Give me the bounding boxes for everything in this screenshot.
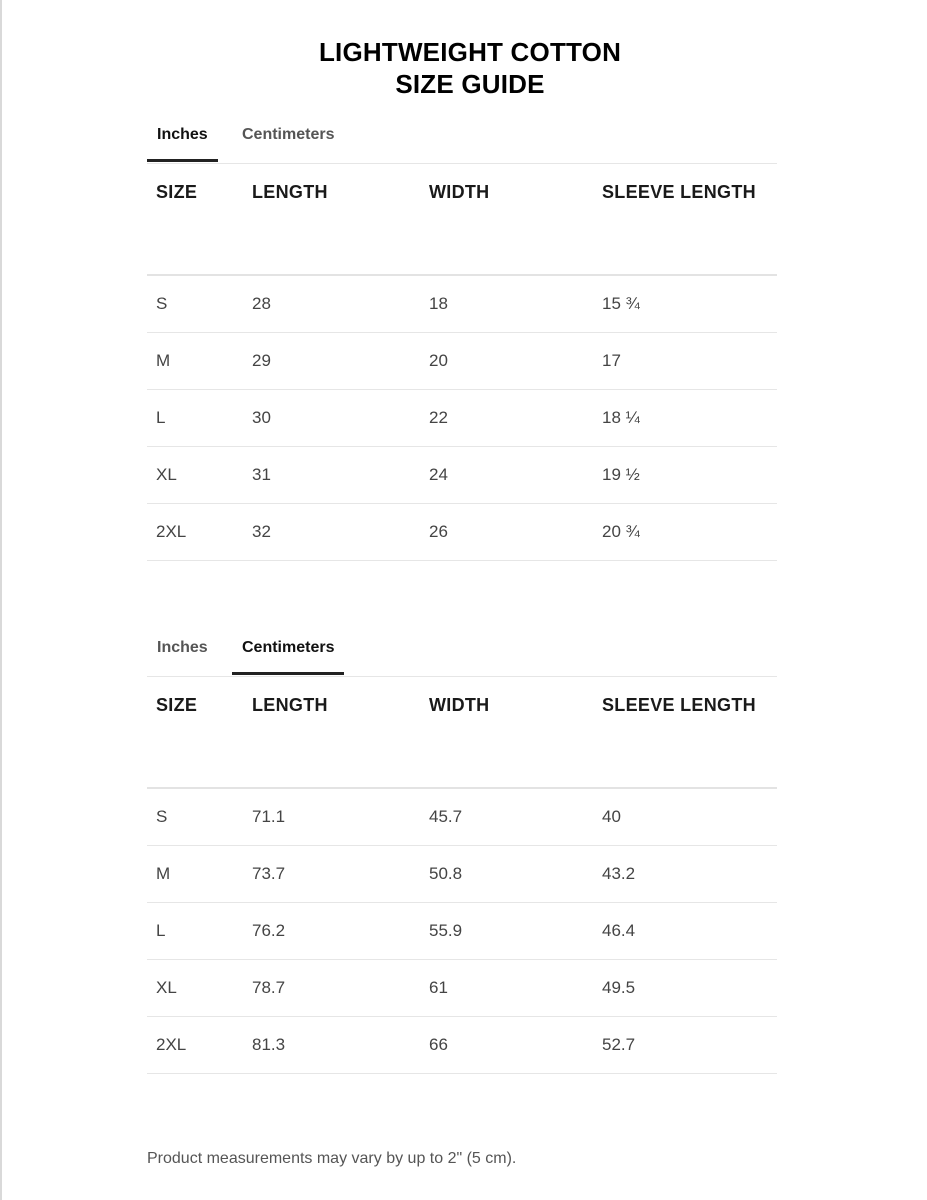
table-row <box>147 504 777 561</box>
cell-width: 26 <box>429 522 448 541</box>
cell-length: 76.2 <box>252 921 286 940</box>
cell-sleeve-length: 52.7 <box>602 1035 636 1054</box>
cell-length: 81.3 <box>252 1035 286 1054</box>
cell-length: 30 <box>252 408 271 427</box>
tab-centimeters[interactable]: Centimeters <box>232 639 344 675</box>
table-header-row <box>147 164 777 276</box>
cell-sleeve-length: 15 ¾ <box>602 294 640 313</box>
cell-length: 73.7 <box>252 864 286 883</box>
cell-size: M <box>156 864 171 883</box>
cell-sleeve-length: 17 <box>602 351 621 370</box>
tab-centimeters[interactable]: Centimeters <box>242 126 335 143</box>
table-row <box>147 903 777 960</box>
tab-inches[interactable]: Inches <box>147 126 218 162</box>
cell-length: 31 <box>252 465 271 484</box>
cell-width: 45.7 <box>429 807 463 826</box>
cell-size: XL <box>156 978 177 997</box>
cell-width: 50.8 <box>429 864 463 883</box>
cell-length: 32 <box>252 522 271 541</box>
header-length: LENGTH <box>252 182 328 202</box>
cell-sleeve-length: 20 ¾ <box>602 522 640 541</box>
cell-length: 78.7 <box>252 978 286 997</box>
table-header-row <box>147 677 777 789</box>
cell-sleeve-length: 46.4 <box>602 921 636 940</box>
cell-width: 24 <box>429 465 448 484</box>
cell-length: 28 <box>252 294 271 313</box>
measurement-disclaimer: Product measurements may vary by up to 2" (5 cm). <box>147 1150 517 1167</box>
cell-size: M <box>156 351 171 370</box>
title-line-1: LIGHTWEIGHT COTTON <box>318 37 622 67</box>
table-row <box>147 1017 777 1074</box>
cell-width: 66 <box>429 1035 448 1054</box>
title-line-2: SIZE GUIDE <box>395 69 545 99</box>
header-sleeve-length: SLEEVE LENGTH <box>602 695 756 715</box>
cell-width: 61 <box>429 978 448 997</box>
page-title <box>0 36 927 100</box>
table-row <box>147 333 777 390</box>
cell-width: 18 <box>429 294 448 313</box>
cell-length: 71.1 <box>252 807 286 826</box>
tab-inches[interactable]: Inches <box>157 639 208 656</box>
table-row <box>147 276 777 333</box>
cell-size: L <box>156 921 166 940</box>
table-row <box>147 846 777 903</box>
cell-size: L <box>156 408 166 427</box>
header-length: LENGTH <box>252 695 328 715</box>
size-guide-inches-section <box>147 112 777 561</box>
cell-width: 20 <box>429 351 448 370</box>
table-row <box>147 789 777 846</box>
header-sleeve-length: SLEEVE LENGTH <box>602 182 756 202</box>
cell-sleeve-length: 18 ¼ <box>602 408 640 427</box>
cell-width: 22 <box>429 408 448 427</box>
cell-sleeve-length: 19 ½ <box>602 465 640 484</box>
table-row <box>147 447 777 504</box>
header-size: SIZE <box>156 182 198 202</box>
cell-sleeve-length: 40 <box>602 807 621 826</box>
header-width: WIDTH <box>429 182 490 202</box>
page-left-border <box>0 0 2 1200</box>
cell-width: 55.9 <box>429 921 463 940</box>
cell-sleeve-length: 49.5 <box>602 978 636 997</box>
cell-sleeve-length: 43.2 <box>602 864 636 883</box>
unit-tabs <box>147 625 777 677</box>
cell-size: XL <box>156 465 177 484</box>
unit-tabs <box>147 112 777 164</box>
header-width: WIDTH <box>429 695 490 715</box>
size-guide-centimeters-section <box>147 625 777 1074</box>
cell-size: S <box>156 807 168 826</box>
cell-length: 29 <box>252 351 271 370</box>
table-row <box>147 960 777 1017</box>
cell-size: 2XL <box>156 522 187 541</box>
header-size: SIZE <box>156 695 198 715</box>
cell-size: S <box>156 294 168 313</box>
cell-size: 2XL <box>156 1035 187 1054</box>
table-row <box>147 390 777 447</box>
